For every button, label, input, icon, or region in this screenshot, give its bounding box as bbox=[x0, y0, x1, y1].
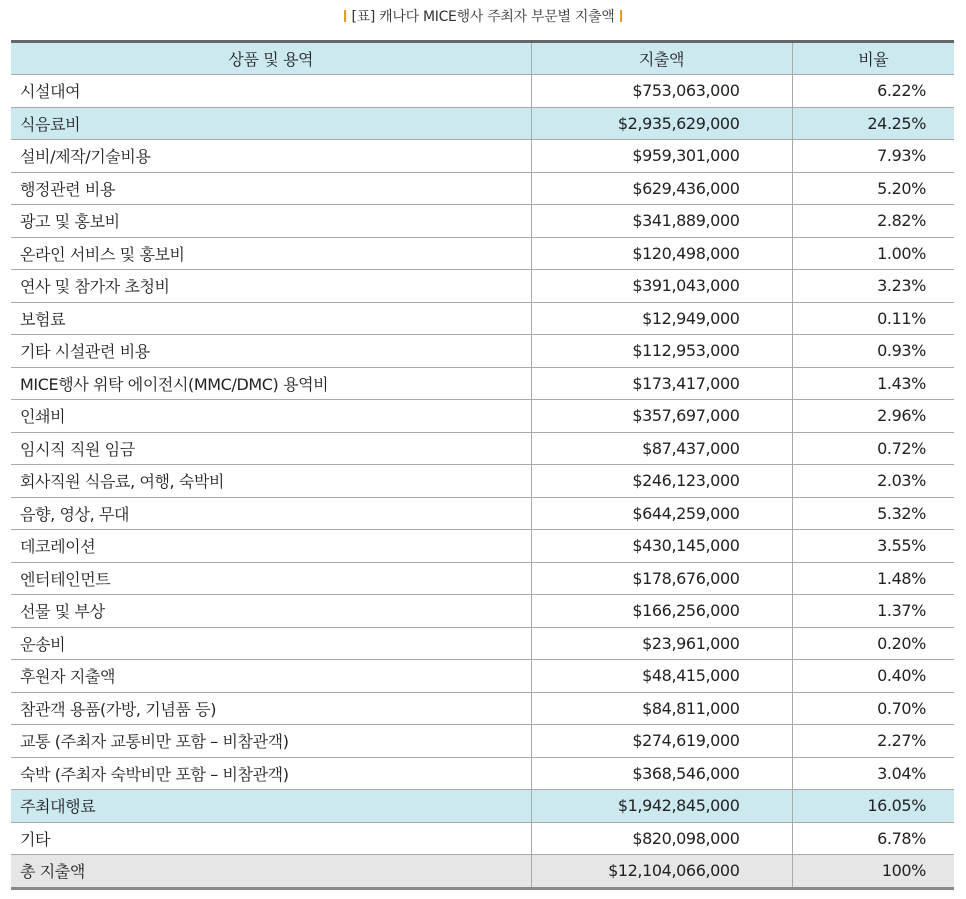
table-header-row bbox=[11, 43, 954, 75]
row-ratio-cell: 1.00% bbox=[792, 237, 954, 270]
row-amount-cell: $48,415,000 bbox=[531, 660, 792, 693]
row-item-cell: 회사직원 식음료, 여행, 숙박비 bbox=[11, 465, 531, 498]
row-amount-cell: $1,942,845,000 bbox=[531, 790, 792, 823]
header-ratio: 비율 bbox=[792, 43, 954, 75]
row-amount-cell: $23,961,000 bbox=[531, 627, 792, 660]
row-item-cell: 선물 및 부상 bbox=[11, 595, 531, 628]
row-item-cell: 교통 (주최자 교통비만 포함 – 비참관객) bbox=[11, 725, 531, 758]
table-row bbox=[11, 627, 954, 660]
row-item-cell: 엔터테인먼트 bbox=[11, 562, 531, 595]
table-row bbox=[11, 595, 954, 628]
row-amount-cell: $12,949,000 bbox=[531, 302, 792, 335]
row-ratio-cell: 1.43% bbox=[792, 367, 954, 400]
table-row bbox=[11, 75, 954, 108]
row-ratio-cell: 2.96% bbox=[792, 400, 954, 433]
row-ratio-cell: 0.70% bbox=[792, 692, 954, 725]
table-caption bbox=[0, 6, 966, 26]
row-amount-cell: $430,145,000 bbox=[531, 530, 792, 563]
row-item-cell: 운송비 bbox=[11, 627, 531, 660]
row-item-cell: 주최대행료 bbox=[11, 790, 531, 823]
row-item-cell: 기타 bbox=[11, 822, 531, 855]
row-ratio-cell: 0.11% bbox=[792, 302, 954, 335]
header-amount: 지출액 bbox=[531, 43, 792, 75]
table-row bbox=[11, 107, 954, 140]
row-amount-cell: $166,256,000 bbox=[531, 595, 792, 628]
row-amount-cell: $357,697,000 bbox=[531, 400, 792, 433]
row-amount-cell: $112,953,000 bbox=[531, 335, 792, 368]
table-row bbox=[11, 725, 954, 758]
row-item-cell: 보험료 bbox=[11, 302, 531, 335]
row-ratio-cell: 7.93% bbox=[792, 140, 954, 173]
table-body bbox=[11, 75, 954, 887]
table-row bbox=[11, 757, 954, 790]
row-item-cell: 기타 시설관련 비용 bbox=[11, 335, 531, 368]
row-item-cell: 인쇄비 bbox=[11, 400, 531, 433]
table-row bbox=[11, 530, 954, 563]
row-ratio-cell: 3.55% bbox=[792, 530, 954, 563]
row-item-cell: 식음료비 bbox=[11, 107, 531, 140]
row-ratio-cell: 16.05% bbox=[792, 790, 954, 823]
row-amount-cell: $87,437,000 bbox=[531, 432, 792, 465]
row-item-cell: 연사 및 참가자 초청비 bbox=[11, 270, 531, 303]
expenditure-table bbox=[11, 43, 954, 887]
row-ratio-cell: 1.48% bbox=[792, 562, 954, 595]
table-row bbox=[11, 302, 954, 335]
row-ratio-cell: 1.37% bbox=[792, 595, 954, 628]
caption-left-bar bbox=[344, 10, 346, 22]
row-ratio-cell: 0.93% bbox=[792, 335, 954, 368]
row-ratio-cell: 3.04% bbox=[792, 757, 954, 790]
row-ratio-cell: 2.27% bbox=[792, 725, 954, 758]
total-item-cell: 총 지출액 bbox=[11, 855, 531, 887]
table-row bbox=[11, 822, 954, 855]
table-row bbox=[11, 270, 954, 303]
row-ratio-cell: 6.78% bbox=[792, 822, 954, 855]
row-amount-cell: $644,259,000 bbox=[531, 497, 792, 530]
row-item-cell: 시설대여 bbox=[11, 75, 531, 108]
total-ratio-cell: 100% bbox=[792, 855, 954, 887]
row-ratio-cell: 2.82% bbox=[792, 205, 954, 238]
caption-right-bar bbox=[620, 10, 622, 22]
row-amount-cell: $84,811,000 bbox=[531, 692, 792, 725]
table-total-row bbox=[11, 855, 954, 887]
table-row bbox=[11, 660, 954, 693]
total-amount-cell: $12,104,066,000 bbox=[531, 855, 792, 887]
row-ratio-cell: 6.22% bbox=[792, 75, 954, 108]
row-amount-cell: $629,436,000 bbox=[531, 172, 792, 205]
table-row bbox=[11, 237, 954, 270]
row-ratio-cell: 0.40% bbox=[792, 660, 954, 693]
table-row bbox=[11, 562, 954, 595]
row-amount-cell: $2,935,629,000 bbox=[531, 107, 792, 140]
row-item-cell: 후원자 지출액 bbox=[11, 660, 531, 693]
row-item-cell: MICE행사 위탁 에이전시(MMC/DMC) 용역비 bbox=[11, 367, 531, 400]
row-item-cell: 임시직 직원 임금 bbox=[11, 432, 531, 465]
row-ratio-cell: 0.72% bbox=[792, 432, 954, 465]
row-amount-cell: $959,301,000 bbox=[531, 140, 792, 173]
table-row bbox=[11, 790, 954, 823]
table-row bbox=[11, 692, 954, 725]
row-amount-cell: $173,417,000 bbox=[531, 367, 792, 400]
row-amount-cell: $274,619,000 bbox=[531, 725, 792, 758]
row-item-cell: 데코레이션 bbox=[11, 530, 531, 563]
row-item-cell: 온라인 서비스 및 홍보비 bbox=[11, 237, 531, 270]
row-ratio-cell: 0.20% bbox=[792, 627, 954, 660]
row-item-cell: 음향, 영상, 무대 bbox=[11, 497, 531, 530]
row-ratio-cell: 5.32% bbox=[792, 497, 954, 530]
row-amount-cell: $341,889,000 bbox=[531, 205, 792, 238]
table-row bbox=[11, 205, 954, 238]
table-row bbox=[11, 172, 954, 205]
row-ratio-cell: 5.20% bbox=[792, 172, 954, 205]
row-item-cell: 설비/제작/기술비용 bbox=[11, 140, 531, 173]
row-item-cell: 참관객 용품(가방, 기념품 등) bbox=[11, 692, 531, 725]
row-item-cell: 숙박 (주최자 숙박비만 포함 – 비참관객) bbox=[11, 757, 531, 790]
row-amount-cell: $368,546,000 bbox=[531, 757, 792, 790]
table-row bbox=[11, 335, 954, 368]
row-amount-cell: $120,498,000 bbox=[531, 237, 792, 270]
row-amount-cell: $753,063,000 bbox=[531, 75, 792, 108]
header-item: 상품 및 용역 bbox=[11, 43, 531, 75]
row-amount-cell: $178,676,000 bbox=[531, 562, 792, 595]
row-amount-cell: $820,098,000 bbox=[531, 822, 792, 855]
row-ratio-cell: 2.03% bbox=[792, 465, 954, 498]
row-amount-cell: $246,123,000 bbox=[531, 465, 792, 498]
caption-text: [표] 캐나다 MICE행사 주최자 부문별 지출액 bbox=[351, 9, 615, 25]
row-ratio-cell: 24.25% bbox=[792, 107, 954, 140]
table-row bbox=[11, 465, 954, 498]
row-amount-cell: $391,043,000 bbox=[531, 270, 792, 303]
row-ratio-cell: 3.23% bbox=[792, 270, 954, 303]
table-row bbox=[11, 400, 954, 433]
table-row bbox=[11, 367, 954, 400]
table-row bbox=[11, 497, 954, 530]
table-row bbox=[11, 432, 954, 465]
row-item-cell: 행정관련 비용 bbox=[11, 172, 531, 205]
row-item-cell: 광고 및 홍보비 bbox=[11, 205, 531, 238]
table-row bbox=[11, 140, 954, 173]
expenditure-table-container bbox=[11, 40, 954, 890]
